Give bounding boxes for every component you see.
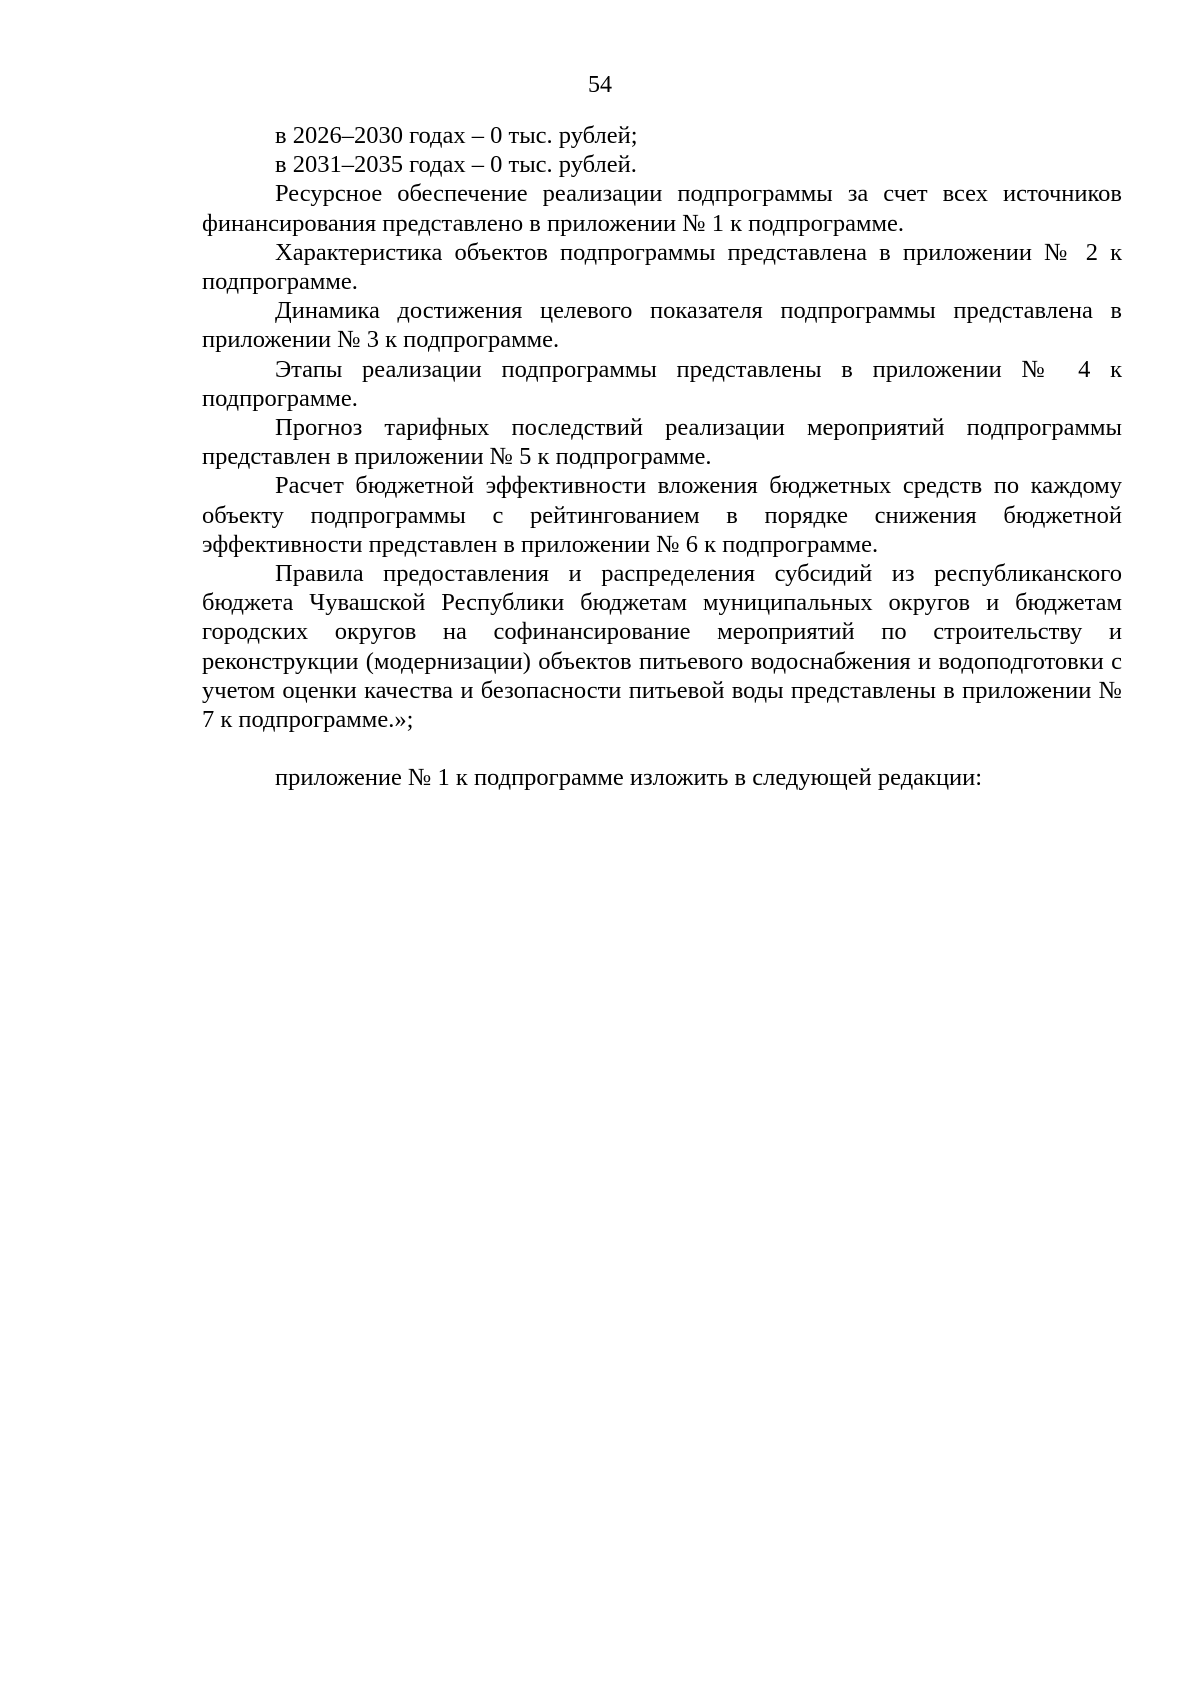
paragraph-subsidy-rules: Правила предоставления и распределения субсидий из республиканского бюджета Чувашской Республики бюджетам муниципальных округов и бюджетам городских округов на софинансирование мероприятий по строительству и реконструкции (модернизации) объектов питьевого водоснабжения и водоподготовки с учетом оценки качества и безопасности питьевой воды представлены в приложении № 7 к подпрограмме.»; <box>202 560 1122 734</box>
paragraph-budget-efficiency: Расчет бюджетной эффективности вложения бюджетных средств по каждому объекту подпрограммы с рейтингованием в порядке снижения бюджетной эффективности представлен в приложении № 6 к подпрограмме. <box>202 472 1122 558</box>
paragraph-tariff-forecast: Прогноз тарифных последствий реализации мероприятий подпрограммы представлен в приложении № 5 к подпрограмме. <box>202 414 1122 471</box>
page-number: 54 <box>588 72 612 98</box>
document-body <box>202 121 1122 792</box>
paragraph-resource-provision: Ресурсное обеспечение реализации подпрограммы за счет всех источников финансирования представлено в приложении № 1 к подпрограмме. <box>202 180 1122 237</box>
paragraph-appendix-amendment: приложение № 1 к подпрограмме изложить в следующей редакции: <box>275 764 983 792</box>
paragraph-implementation-stages: Этапы реализации подпрограммы представлены в приложении № 4 к подпрограмме. <box>202 355 1122 412</box>
paragraph-objects-characteristics: Характеристика объектов подпрограммы представлена в приложении № 2 к подпрограмме. <box>202 238 1122 296</box>
funding-2026-2030: в 2026–2030 годах – 0 тыс. рублей; <box>275 122 638 149</box>
paragraph-target-indicator-dynamics: Динамика достижения целевого показателя подпрограммы представлена в приложении № 3 к подпрограмме. <box>202 297 1122 354</box>
funding-2031-2035: в 2031–2035 годах – 0 тыс. рублей. <box>275 151 637 179</box>
